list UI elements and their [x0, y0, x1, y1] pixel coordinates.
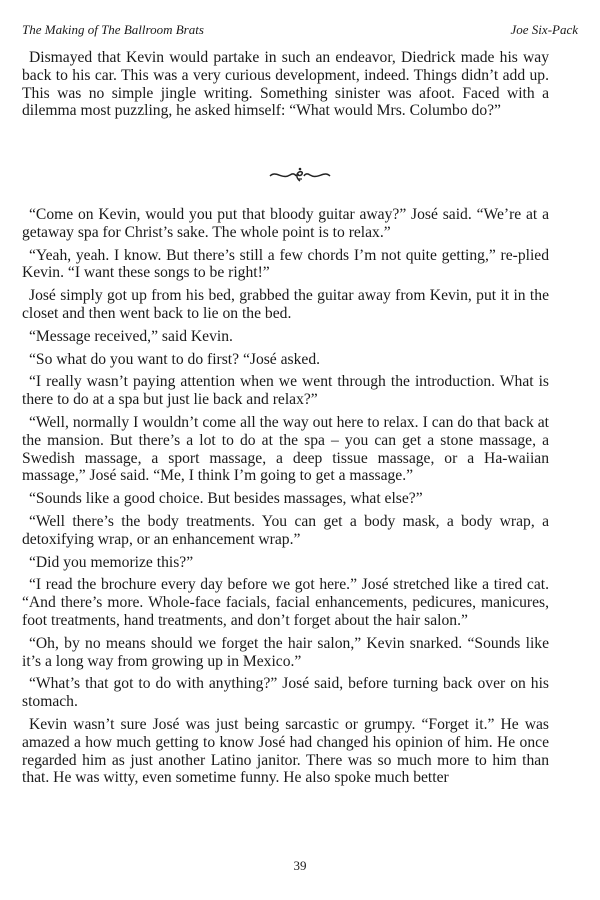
paragraph: Dismayed that Kevin would partake in such an endeavor, Diedrick made his way back to his car. This was a very curious development, indeed. Things didn’t add up. This was no simple jingle writing. Something sinister was afoot. Faced with a dilemma most puzzling, he asked himself: “What would Mrs. Columbo do?” [22, 49, 549, 120]
paragraph: José simply got up from his bed, grabbed the guitar away from Kevin, put it in the closet and then went back to lie on the bed. [22, 287, 549, 322]
paragraph: “What’s that got to do with anything?” José said, before turning back over on his stomach. [22, 675, 549, 711]
paragraph: “Sounds like a good choice. But besides massages, what else?” [29, 490, 423, 508]
paragraph: “I really wasn’t paying attention when we went through the introduction. What is there to do at a spa but just lie back and relax?” [22, 373, 549, 409]
paragraph: “I read the brochure every day before we got here.” José stretched like a tired cat. “And there’s more. Whole-face facials, facial enhancements, pedicures, manicures, foot treatments, hand treatments, and don’t forget about the hair salon.” [22, 576, 549, 629]
paragraph: “Message received,” said Kevin. [29, 327, 233, 345]
scroll-ornament-icon [268, 166, 332, 184]
paragraph: “Did you memorize this?” [29, 553, 194, 571]
text-block-1 [22, 49, 549, 125]
paragraph: “Well there’s the body treatments. You can get a body mask, a body wrap, a detoxifying wrap, or an enhancement wrap.” [22, 512, 549, 548]
book-title: The Making of The Ballroom Brats [22, 22, 204, 37]
author-name: Joe Six-Pack [510, 22, 578, 37]
paragraph: “So what do you want to do first? “José asked. [29, 350, 321, 368]
text-block-2 [22, 206, 549, 792]
paragraph: “Come on Kevin, would you put that bloody guitar away?” José said. “We’re at a getaway spa for Christ’s sake. The whole point is to relax.” [22, 206, 549, 241]
page-number: 39 [293, 858, 307, 873]
running-header [22, 22, 578, 38]
section-break [0, 166, 600, 184]
paragraph: Kevin wasn’t sure José was just being sarcastic or grumpy. “Forget it.” He was amazed a how much getting to know José had changed his opinion of him. He once regarded him as just another Latino janitor. There was so much more to him than that. He was witty, even sometime funny. He also spoke much better [22, 715, 549, 787]
paragraph: “Oh, by no means should we forget the hair salon,” Kevin snarked. “Sounds like it’s a long way from growing up in Mexico.” [22, 634, 549, 670]
paragraph: “Well, normally I wouldn’t come all the way out here to relax. I can do that back at the mansion. But there’s a lot to do at the spa – you can get a stone massage, a Swedish massage, a sport massage, a deep tissue massage, or a Ha-waiian massage,” José said. “Me, I think I’m going to get a massage.” [22, 413, 549, 485]
paragraph: “Yeah, yeah. I know. But there’s still a few chords I’m not quite getting,” re-plied Kevin. “I want these songs to be right!” [22, 246, 549, 282]
